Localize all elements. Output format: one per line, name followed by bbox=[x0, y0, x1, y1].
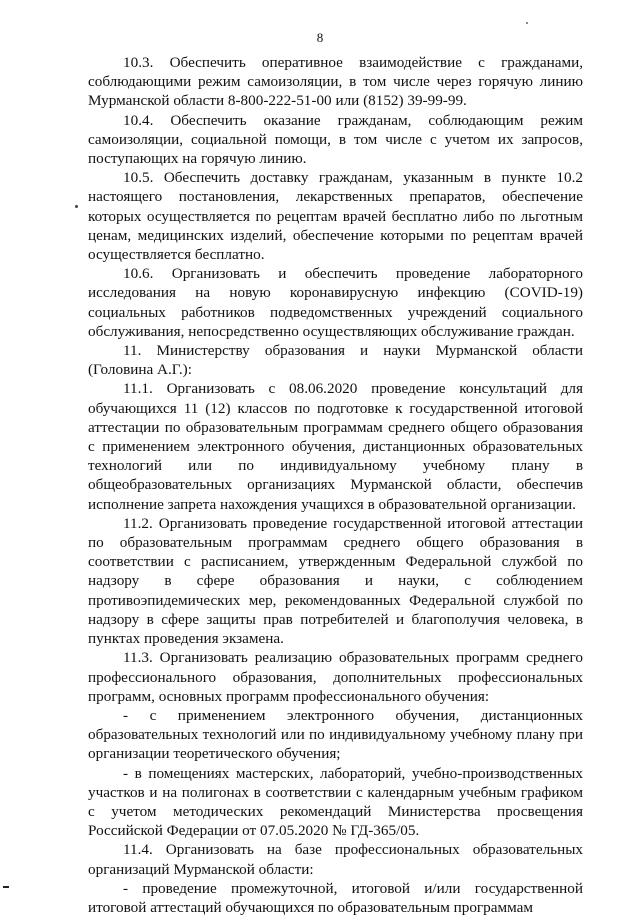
scan-artifact bbox=[3, 886, 9, 888]
paragraph-11-4-item-1: - проведение промежуточной, итоговой и/или государственной итоговой аттестаций обучающихся по образовательным программам bbox=[88, 879, 583, 916]
document-body bbox=[88, 53, 583, 917]
scan-artifact bbox=[75, 205, 78, 208]
paragraph-11-2: 11.2. Организовать проведение государственной итоговой аттестации по образовательным программам среднего общего образования в соответствии с расписанием, утвержденным Федеральной службой по надзору в сфере образования и науки, с соблюдением противоэпидемических мер, рекомендованных Федеральной службой по надзору в сфере защиты прав потребителей и благополучия человека, в пунктах проведения экзамена. bbox=[88, 514, 583, 648]
paragraph-11-3-item-2: - в помещениях мастерских, лабораторий, учебно-производственных участков и на полигонах в соответствии с календарным учебным графиком с учетом методических рекомендаций Министерства просвещения Российской Федерации от 07.05.2020 № ГД-365/05. bbox=[88, 764, 583, 840]
paragraph-11-1: 11.1. Организовать с 08.06.2020 проведение консультаций для обучающихся 11 (12) классов по подготовке к государственной итоговой аттестации по образовательным программам среднего общего образования с применением электронного обучения, дистанционных образовательных технологий или по индивидуальному учебному плану в общеобразовательных организациях Мурманской области, обеспечив исполнение запрета нахождения учащихся в образовательной организации. bbox=[88, 380, 583, 513]
paragraph-11-4: 11.4. Организовать на базе профессиональных образовательных организаций Мурманской области: bbox=[88, 841, 583, 878]
scan-artifact bbox=[526, 22, 528, 24]
paragraph-11-3: 11.3. Организовать реализацию образовательных программ среднего профессионального образования, дополнительных профессиональных программ, основных программ профессионального обучения: bbox=[88, 649, 583, 705]
paragraph-11-3-item-1: - с применением электронного обучения, дистанционных образовательных технологий или по индивидуальному учебному плану при организации теоретического обучения; bbox=[88, 706, 583, 763]
paragraph-10-5: 10.5. Обеспечить доставку гражданам, указанным в пункте 10.2 настоящего постановления, лекарственных препаратов, обеспечение которых осуществляется по рецептам врачей бесплатно либо по льготным ценам, медицинских изделий, обеспечение которыми по рецептам врачей осуществляется бесплатно. bbox=[88, 169, 583, 264]
paragraph-11: 11. Министерству образования и науки Мурманской области (Головина А.Г.): bbox=[88, 342, 583, 379]
page-number: 8 bbox=[316, 30, 324, 45]
paragraph-10-3: 10.3. Обеспечить оперативное взаимодействие с гражданами, соблюдающими режим самоизоляции, в том числе через горячую линию Мурманской области 8-800-222-51-00 или (8152) 39-99-99. bbox=[88, 54, 583, 110]
paragraph-10-4: 10.4. Обеспечить оказание гражданам, соблюдающим режим самоизоляции, социальной помощи, в том числе с учетом их запросов, поступающих на горячую линию. bbox=[88, 111, 583, 168]
paragraph-10-6: 10.6. Организовать и обеспечить проведение лабораторного исследования на новую коронавирусную инфекцию (COVID-19) социальных работников подведомственных учреждений социального обслуживания, непосредственно осуществляющих обслуживание граждан. bbox=[88, 265, 583, 340]
